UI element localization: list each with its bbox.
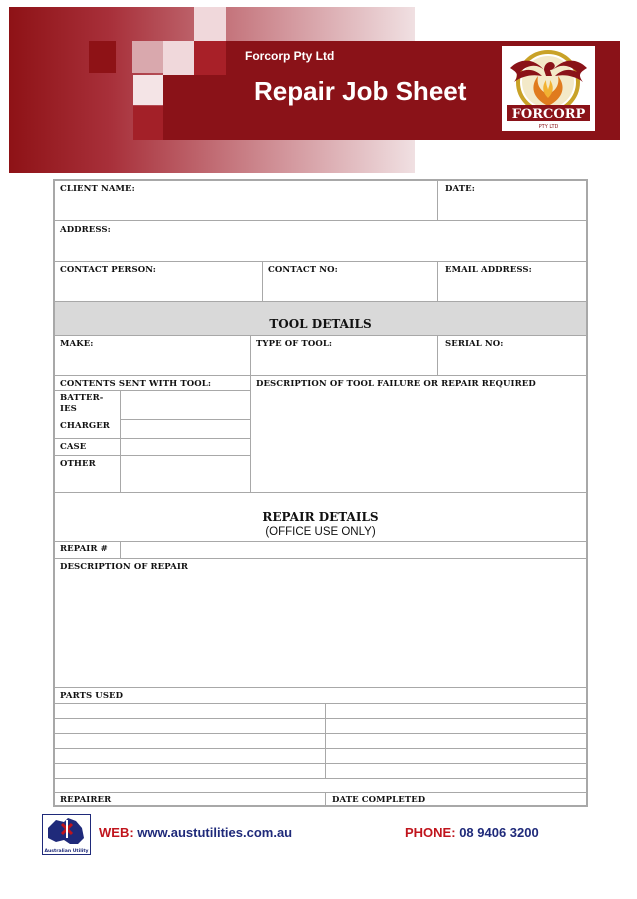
phone-number[interactable]: 08 9406 3200 [459, 825, 539, 840]
decor-square [132, 41, 163, 73]
tool-details-heading: TOOL DETAILS [269, 317, 372, 331]
repair-job-form [53, 179, 588, 807]
address-label: ADDRESS: [60, 225, 111, 235]
logo-subtext: PTY LTD [538, 124, 559, 130]
repair-number-label: REPAIR # [60, 544, 108, 554]
serial-no-label: SERIAL NO: [445, 339, 504, 349]
decor-square [194, 41, 226, 75]
web-label: WEB: [99, 825, 134, 840]
australian-utility-logo [42, 814, 91, 855]
repair-details-heading: REPAIR DETAILS [262, 510, 379, 524]
contact-no-label: CONTACT NO: [268, 265, 338, 275]
contents-item-case: CASE [60, 442, 87, 452]
make-label: MAKE: [60, 339, 94, 349]
page-title: Repair Job Sheet [254, 76, 467, 106]
parts-used-label: PARTS USED [60, 691, 124, 701]
description-of-repair-label: DESCRIPTION OF REPAIR [60, 562, 189, 572]
contents-heading: CONTENTS SENT WITH TOOL: [60, 379, 212, 389]
date-completed-label: DATE COMPLETED [332, 795, 426, 805]
type-of-tool-label: TYPE OF TOOL: [256, 339, 333, 349]
contents-item-other: OTHER [60, 459, 96, 469]
decor-square [89, 41, 116, 73]
tool-failure-label: DESCRIPTION OF TOOL FAILURE OR REPAIR REQUIRED [256, 379, 536, 389]
forcorp-logo [502, 46, 595, 131]
web-line [99, 825, 292, 840]
decor-square [133, 75, 163, 105]
office-use-only-note: (OFFICE USE ONLY) [265, 526, 376, 538]
client-name-label: CLIENT NAME: [60, 184, 135, 194]
australia-map-icon [42, 814, 91, 855]
email-label: EMAIL ADDRESS: [445, 265, 532, 275]
phone-line [405, 825, 539, 840]
web-link[interactable]: www.austutilities.com.au [137, 825, 293, 840]
contents-item-batteries: BATTER-IES [60, 393, 104, 414]
logo-text: FORCORP [511, 107, 586, 122]
date-label: DATE: [445, 184, 475, 194]
contents-item-charger: CHARGER [60, 421, 110, 431]
phone-label: PHONE: [405, 825, 456, 840]
decor-square [163, 41, 194, 75]
contact-person-label: CONTACT PERSON: [60, 265, 157, 275]
logo-caption: Australian Utility [44, 849, 89, 854]
decor-square [194, 7, 226, 41]
company-name: Forcorp Pty Ltd [245, 49, 335, 63]
repairer-label: REPAIRER [60, 795, 112, 805]
phoenix-logo-icon [502, 46, 595, 131]
decor-square [133, 106, 163, 140]
